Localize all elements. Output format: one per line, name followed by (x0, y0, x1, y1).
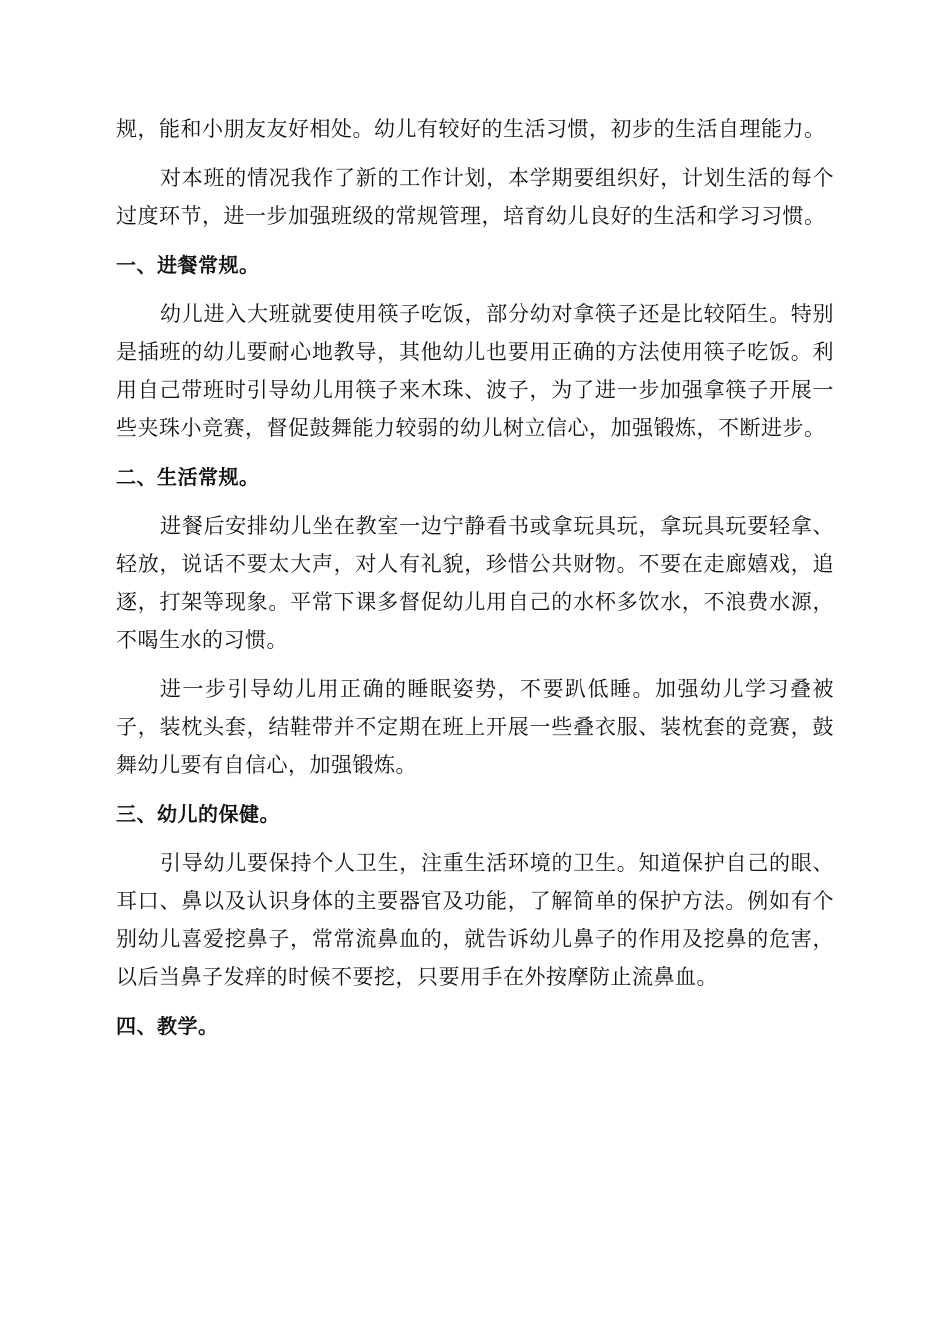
paragraph-work-plan: 对本班的情况我作了新的工作计划，本学期要组织好，计划生活的每个过度环节，进一步加强班级的常规管理，培育幼儿良好的生活和学习习惯。 (116, 166, 834, 228)
section-heading-daily-life: 二、生活常规。 (116, 465, 260, 489)
paragraph-health: 引导幼儿要保持个人卫生，注重生活环境的卫生。知道保护自己的眼、耳口、鼻以及认识身体的主要器官及功能，了解简单的保护方法。例如有个别幼儿喜爱挖鼻子，常常流鼻血的，就告诉幼儿鼻子的作用及挖鼻的危害，以后当鼻子发痒的时候不要挖，只要用手在外按摩防止流鼻血。 (116, 851, 834, 989)
paragraph-intro-continued: 规，能和小朋友友好相处。幼儿有较好的生活习惯，初步的生活自理能力。 (116, 117, 826, 141)
paragraph-sleep: 进一步引导幼儿用正确的睡眠姿势，不要趴低睡。加强幼儿学习叠被子，装枕头套，结鞋带并不定期在班上开展一些叠衣服、装枕套的竞赛，鼓舞幼儿要有自信心，加强锻炼。 (116, 677, 834, 777)
section-heading-teaching: 四、教学。 (116, 1014, 219, 1038)
section-heading-dining: 一、进餐常规。 (116, 253, 260, 277)
paragraph-dining: 幼儿进入大班就要使用筷子吃饭，部分幼对拿筷子还是比较陌生。特别是插班的幼儿要耐心地教导，其他幼儿也要用正确的方法使用筷子吃饭。利用自己带班时引导幼儿用筷子来木珠、波子，为了进一步加强拿筷子开展一些夹珠小竞赛，督促鼓舞能力较弱的幼儿树立信心，加强锻炼，不断进步。 (116, 302, 834, 440)
paragraph-daily-life: 进餐后安排幼儿坐在教室一边宁静看书或拿玩具玩，拿玩具玩要轻拿、轻放，说话不要太大声，对人有礼貌，珍惜公共财物。不要在走廊嬉戏，追逐，打架等现象。平常下课多督促幼儿用自己的水杯多饮水，不浪费水源，不喝生水的习惯。 (116, 514, 834, 652)
document-body (116, 110, 834, 1056)
section-heading-health: 三、幼儿的保健。 (116, 802, 280, 826)
